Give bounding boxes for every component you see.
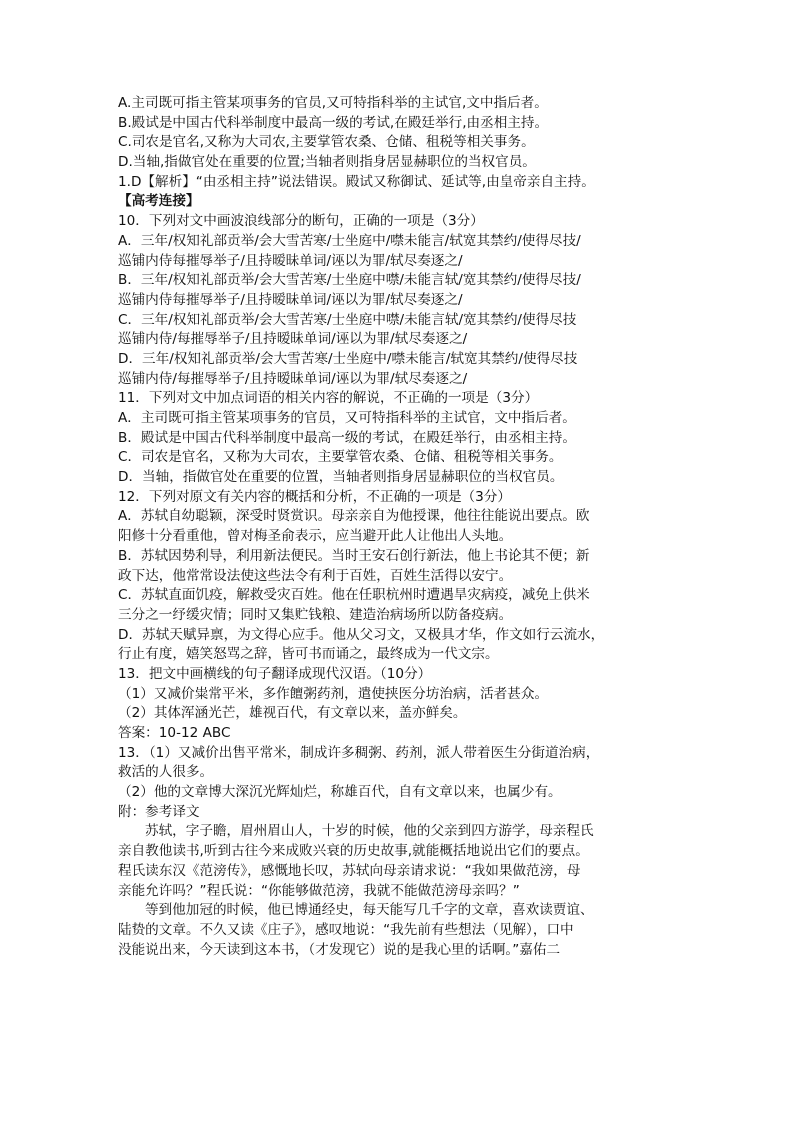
option-d-line: D.当轴,指做官处在重要的位置;当轴者则指身居显赫职位的当权官员。: [118, 154, 536, 171]
q12-option-c-line-1: C．苏轼直面饥疫，解救受灾百姓。他在任职杭州时遭遇旱灾病疫，减免上供米: [118, 587, 590, 604]
q12-option-b-line-1: B．苏轼因势利导，利用新法便民。当时王安石创行新法，他上书论其不便；新: [118, 547, 590, 564]
answer-13-line-3: （2）他的文章博大深沉光辉灿烂，称雄百代，自有文章以来，也属少有。: [118, 784, 562, 801]
q12-option-c-line-2: 三分之一纾缓灾情；同时又集贮钱粮、建造治病场所以防备疫病。: [118, 606, 513, 623]
q12-option-d-line-1: D．苏轼天赋异禀，为文得心应手。他从父习文，又极具才华，作文如行云流水，: [118, 626, 605, 643]
q13-sentence-2: （2）其体浑涵光芒，雄视百代，有文章以来，盖亦鲜矣。: [118, 705, 467, 722]
question-13: 13．把文中画横线的句子翻译成现代汉语。（10分）: [118, 665, 432, 682]
question-11: 11．下列对文中加点词语的相关内容的解说，不正确的一项是（3分）: [118, 390, 539, 407]
translation-para-1-line-4: 亲能允许吗？”程氏说：“你能够做范滂，我就不能做范滂母亲吗？”: [118, 882, 520, 899]
q10-option-d-line-1: D．三年/权知礼部贡举/会大雪苦寒/士坐庭中/噤未能言/轼宽其禁约/使得尽技: [118, 350, 578, 367]
q11-option-a: A．主司既可指主管某项事务的官员，又可特指科举的主试官，文中指后者。: [118, 410, 576, 426]
q11-option-d: D．当轴，指做官处在重要的位置，当轴者则指身居显赫职位的当权官员。: [118, 469, 564, 486]
q10-option-c-line-2: 巡铺内侍/每摧辱举子/且持暧昧单词/诬以为罪/轼尽奏逐之/: [118, 331, 468, 348]
translation-para-1-line-3: 程氏读东汉《范滂传》，感慨地长叹，苏轼向母亲请求说：“我如果做范滂，母: [118, 862, 581, 879]
q13-sentence-1: （1）又减价粜常平米，多作饘粥药剂，遣使挟医分坊治病，活者甚众。: [118, 685, 549, 702]
q10-option-d-line-2: 巡铺内侍/每摧辱举子/且持暧昧单词/诬以为罪/轼尽奏逐之/: [118, 370, 468, 387]
q12-option-a-line-1: A．苏轼自幼聪颖，深受时贤赏识。母亲亲自为他授课，他往往能说出要点。欧: [118, 508, 590, 525]
translation-para-1-line-2: 亲自教他读书,听到古往今来成败兴衰的历史故事,就能概括地说出它们的要点。: [118, 843, 589, 860]
q12-option-b-line-2: 政下达，他常常设法使这些法令有利于百姓，百姓生活得以安宁。: [118, 567, 513, 584]
q10-option-b-line-1: B．三年/权知礼部贡举/会大雪苦寒/士坐庭中噤/未能言轼/宽其禁约/使得尽技/: [118, 272, 581, 289]
answer-13-line-2: 救活的人很多。: [118, 764, 214, 781]
analysis-line: 1.D【解析】“由丞相主持”说法错误。殿试又称御试、延试等,由皇帝亲自主持。: [118, 173, 595, 190]
translation-para-1-line-1: 苏轼，字子瞻，眉州眉山人，十岁的时候，他的父亲到四方游学，母亲程氏: [145, 823, 594, 840]
q10-option-a-line-1: A．三年/权知礼部贡举/会大雪苦寒/士坐庭中/噤未能言/轼宽其禁约/使得尽技/: [118, 232, 581, 249]
q10-option-c-line-1: C．三年/权知礼部贡举/会大雪苦寒/士坐庭中噤/未能言轼/宽其禁约/使得尽技: [118, 311, 577, 328]
translation-para-2-line-3: 没能说出来，今天读到这本书，（才发现它）说的是我心里的话啊。”嘉佑二: [118, 941, 561, 958]
question-12: 12．下列对原文有关内容的概括和分析，不正确的一项是（3分）: [118, 488, 511, 505]
translation-para-2-line-2: 陆贽的文章。不久又读《庄子》，感叹地说：“我先前有些想法（见解），口中: [118, 921, 574, 938]
q10-option-b-line-2: 巡铺内侍每摧辱举子/且持暧昧单词/诬以为罪/轼尽奏逐之/: [118, 291, 463, 308]
q11-option-b: B．殿试是中国古代科举制度中最高一级的考试，在殿廷举行，由丞相主持。: [118, 429, 576, 446]
answer-13-line-1: 13．（1）又减价出售平常米，制成许多稠粥、药剂，派人带着医生分街道治病，: [118, 744, 600, 761]
question-10: 10．下列对文中画波浪线部分的断句，正确的一项是（3分）: [118, 213, 484, 230]
q10-option-a-line-2: 巡铺内侍每摧辱举子/且持暧昧单词/诬以为罪/轼尽奏逐之/: [118, 252, 463, 269]
q12-option-d-line-2: 行止有度，嬉笑怒骂之辞，皆可书而诵之，最终成为一代文宗。: [118, 646, 499, 663]
answer-key: 答案：10-12 ABC: [118, 725, 231, 741]
option-c-line: C.司农是官名,又称为大司农,主要掌管农桑、仓储、租税等相关事务。: [118, 134, 535, 151]
option-b-line: B.殿试是中国古代科举制度中最高一级的考试,在殿廷举行,由丞相主持。: [118, 114, 549, 131]
q12-option-a-line-2: 阳修十分看重他，曾对梅圣俞表示，应当避开此人让他出人头地。: [118, 528, 513, 545]
option-a-line: A.主司既可指主管某项事务的官员,又可特指科举的主试官,文中指后者。: [118, 95, 548, 111]
section-heading: 【高考连接】: [118, 193, 200, 210]
translation-heading: 附：参考译文: [118, 803, 200, 820]
translation-para-2-line-1: 等到他加冠的时候，他已博通经史，每天能写几千字的文章，喜欢读贾谊、: [145, 902, 594, 919]
q11-option-c: C．司农是官名，又称为大司农，主要掌管农桑、仓储、租税等相关事务。: [118, 449, 563, 466]
